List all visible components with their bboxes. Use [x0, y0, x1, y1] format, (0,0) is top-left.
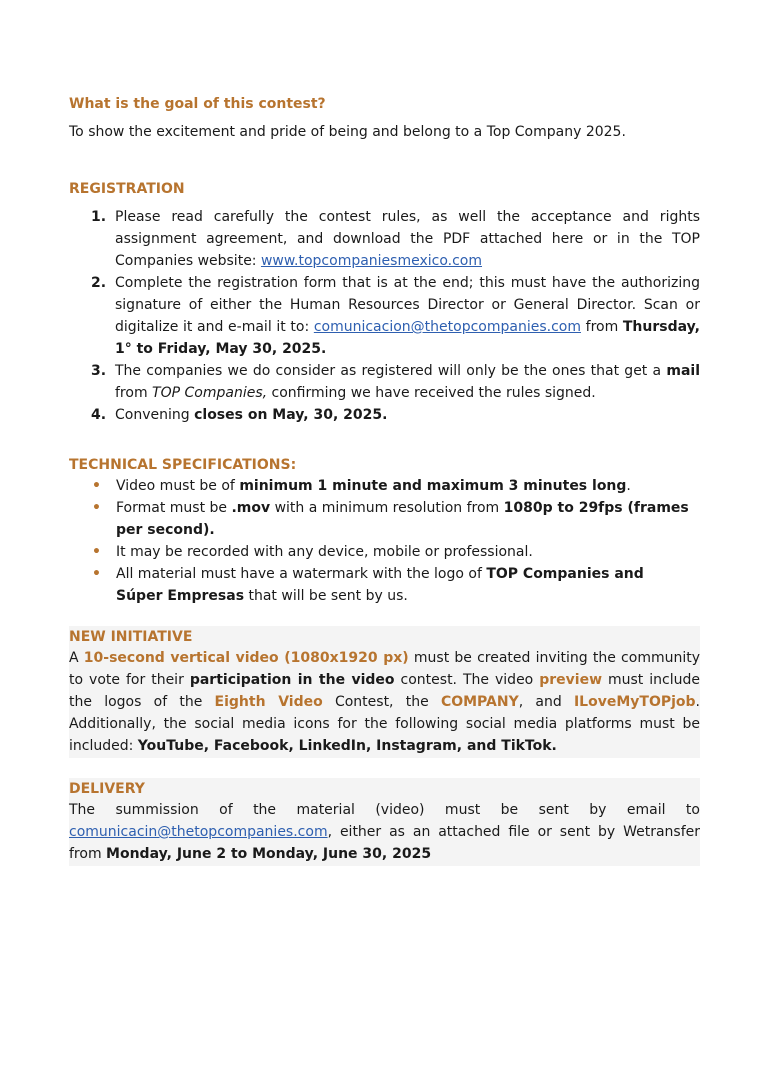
item-bold: mail — [666, 363, 700, 379]
accent-text: preview — [539, 672, 603, 688]
item-text: with a minimum resolution from — [270, 500, 504, 516]
bullet-icon: • — [92, 478, 101, 494]
delivery-text — [69, 799, 700, 865]
text: , and — [518, 694, 574, 710]
item-text: Convening — [115, 407, 195, 423]
item-number: 3. — [91, 363, 107, 379]
technical-item-4 — [69, 563, 691, 607]
registration-list — [69, 206, 700, 426]
bullet-icon: • — [92, 500, 101, 516]
text: The summission of the material (video) must be sent by email to — [69, 802, 700, 818]
registration-item-2 — [69, 272, 700, 360]
registration-item-1 — [69, 206, 700, 272]
item-italic: TOP Companies, — [152, 385, 268, 401]
item-text: Format must be — [116, 500, 232, 516]
technical-item-3 — [69, 541, 691, 563]
accent-text: ILoveMyTOPjob — [573, 694, 696, 710]
item-text: from — [580, 319, 623, 335]
item-text: Complete the registration form that is at the end; this must have the authorizing signature of either the Human Resources Director or General Director. Scan or digitalize it and e-mail it to: — [115, 275, 700, 335]
text: . Additionally, the social media icons for the following social media platforms must be included: — [69, 694, 700, 754]
bold-text: participation in the video — [189, 672, 395, 688]
item-bold: 1080p to 29fps (frames per second). — [116, 500, 689, 538]
technical-item-2 — [69, 497, 691, 541]
text: must include the logos of the — [69, 672, 701, 710]
delivery-section — [69, 778, 700, 866]
item-text: Video must be of — [116, 478, 240, 494]
delivery-dates: Monday, June 2 to Monday, June 30, 2025 — [106, 846, 432, 862]
registration-item-4 — [69, 404, 700, 426]
technical-item-1 — [69, 475, 691, 497]
accent-text: COMPANY — [440, 694, 519, 710]
bold-text: YouTube, Facebook, LinkedIn, Instagram, and TikTok. — [137, 738, 557, 754]
initiative-heading: NEW INITIATIVE — [69, 629, 193, 645]
item-bold: minimum 1 minute and maximum 3 minutes long — [239, 478, 627, 494]
closing-date: closes on May, 30, 2025. — [194, 407, 388, 423]
registration-heading: REGISTRATION — [69, 181, 185, 197]
goal-text: To show the excitement and pride of being and belong to a Top Company 2025. — [69, 124, 626, 140]
item-number: 1. — [91, 209, 107, 225]
item-text: that will be sent by us. — [244, 588, 408, 604]
text: must be created inviting the community to vote for their — [69, 650, 701, 688]
text: A — [69, 650, 84, 666]
delivery-email-link[interactable]: comunicacin@thetopcompanies.com — [69, 824, 328, 840]
accent-text: Eighth Video — [214, 694, 323, 710]
technical-heading: TECHNICAL SPECIFICATIONS: — [69, 457, 297, 473]
item-number: 2. — [91, 275, 107, 291]
item-text: confirming we have received the rules signed. — [267, 385, 596, 401]
item-number: 4. — [91, 407, 107, 423]
text: Contest, the — [322, 694, 441, 710]
registration-email-link[interactable]: comunicacion@thetopcompanies.com — [313, 319, 581, 335]
delivery-heading: DELIVERY — [69, 781, 145, 797]
item-text: Please read carefully the contest rules, as well the acceptance and rights assignment agreement, and download the PDF attached here or in the TOP Companies website: — [115, 209, 700, 269]
bullet-icon: • — [92, 566, 101, 582]
item-text: The companies we do consider as registered will only be the ones that get a — [115, 363, 667, 379]
technical-list — [69, 475, 700, 607]
item-bold: TOP Companies and Súper Empresas — [116, 566, 644, 604]
initiative-section — [69, 626, 700, 758]
text: , either as an attached file or sent by Wetransfer from — [69, 824, 700, 862]
item-text: It may be recorded with any device, mobile or professional. — [116, 544, 533, 560]
item-text: . — [626, 478, 631, 494]
registration-item-3 — [69, 360, 700, 404]
item-bold: .mov — [231, 500, 271, 516]
text: contest. The video — [394, 672, 540, 688]
goal-heading: What is the goal of this contest? — [69, 96, 326, 112]
accent-text: 10-second vertical video (1080x1920 px) — [83, 650, 409, 666]
topcompanies-website-link[interactable]: www.topcompaniesmexico.com — [260, 253, 483, 269]
initiative-text — [69, 647, 700, 757]
item-text: All material must have a watermark with the logo of — [116, 566, 487, 582]
item-text: from — [115, 385, 153, 401]
registration-dates: Thursday, 1° to Friday, May 30, 2025. — [115, 319, 700, 357]
bullet-icon: • — [92, 544, 101, 560]
